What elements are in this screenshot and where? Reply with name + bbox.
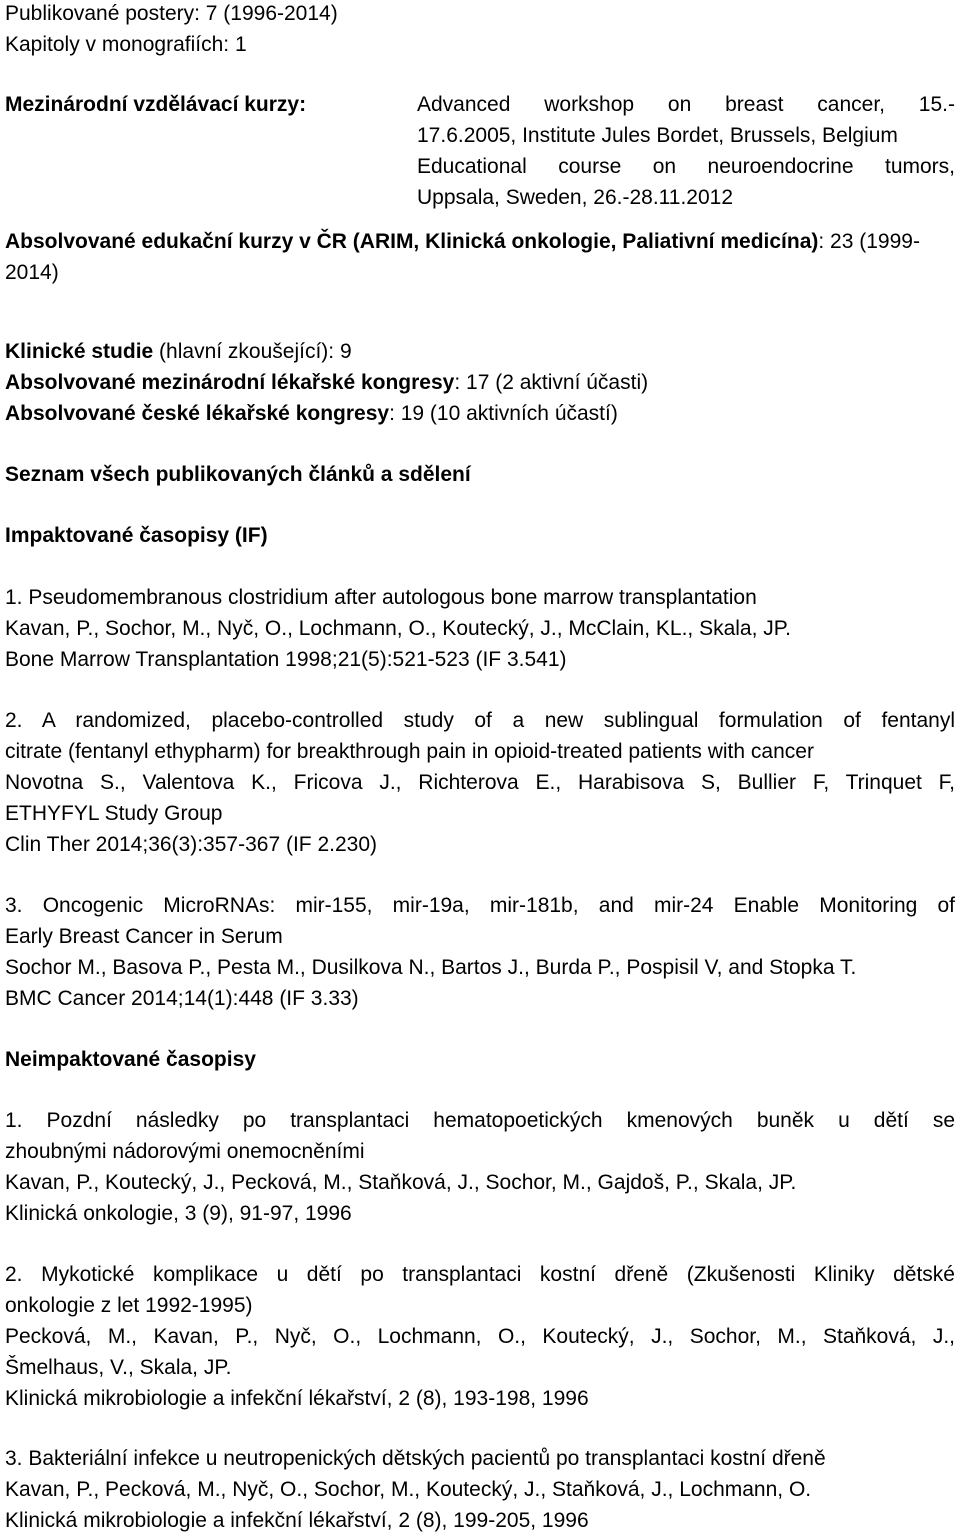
edu-courses-label: Absolvované edukační kurzy v ČR (ARIM, Klinická onkologie, Paliativní medicína): [5, 230, 819, 253]
pub-source: Klinická mikrobiologie a infekční lékařství, 2 (8), 199-205, 1996: [5, 1509, 589, 1532]
edu-courses-value: : 23 (1999-: [818, 230, 920, 253]
publication-entry: [5, 890, 955, 1014]
pub-authors: ETHYFYL Study Group: [5, 802, 223, 825]
publication-entry: [5, 582, 955, 675]
publication-entry: [5, 705, 955, 860]
chapters-count: Kapitoly v monografiích: 1: [5, 33, 247, 56]
publication-entry: [5, 1443, 955, 1536]
summary-stats: [5, 0, 955, 60]
course-line: Advanced workshop on breast cancer, 15.-: [417, 93, 955, 116]
pub-source: BMC Cancer 2014;14(1):448 (IF 3.33): [5, 987, 359, 1010]
edu-courses-value-cont: 2014): [5, 261, 59, 284]
course-line: Educational course on neuroendocrine tumors,: [417, 155, 955, 178]
pub-title: 3. Oncogenic MicroRNAs: mir-155, mir-19a, mir-181b, and mir-24 Enable Monitoring of: [5, 894, 955, 917]
pub-title: 2. Mykotické komplikace u dětí po transplantaci kostní dřeně (Zkušenosti Kliniky dětské: [5, 1263, 955, 1286]
courses-list: [417, 89, 955, 213]
publication-entry: [5, 1259, 955, 1414]
trials-value: (hlavní zkoušející): 9: [153, 340, 352, 363]
cz-congress-label: Absolvované české lékařské kongresy: [5, 402, 390, 425]
pub-authors: Kavan, P., Koutecký, J., Pecková, M., Staňková, J., Sochor, M., Gajdoš, P., Skala, JP.: [5, 1171, 797, 1194]
pub-authors: Kavan, P., Pecková, M., Nyč, O., Sochor, M., Koutecký, J., Staňková, J., Lochmann, O.: [5, 1478, 812, 1501]
pub-title: citrate (fentanyl ethypharm) for breakthrough pain in opioid-treated patients with cancer: [5, 740, 814, 763]
section-heading: Seznam všech publikovaných článků a sdělení: [5, 463, 471, 486]
pub-authors: Novotna S., Valentova K., Fricova J., Richterova E., Harabisova S, Bullier F, Trinquet F,: [5, 771, 955, 794]
pub-title: 1. Pozdní následky po transplantaci hematopoetických kmenových buněk u dětí se: [5, 1109, 955, 1132]
publication-entry: [5, 1105, 955, 1229]
activity-stats: [5, 336, 955, 429]
cz-congress-value: : 19 (10 aktivních účastí): [389, 402, 618, 425]
section-heading: Neimpaktované časopisy: [5, 1048, 256, 1071]
trials-label: Klinické studie: [5, 340, 154, 363]
pub-source: Clin Ther 2014;36(3):357-367 (IF 2.230): [5, 833, 377, 856]
pub-source: Bone Marrow Transplantation 1998;21(5):521-523 (IF 3.541): [5, 648, 567, 671]
intl-congress-label: Absolvované mezinárodní lékařské kongresy: [5, 371, 455, 394]
pub-title: zhoubnými nádorovými onemocněními: [5, 1140, 365, 1163]
section-heading: Impaktované časopisy (IF): [5, 524, 268, 547]
course-line: 17.6.2005, Institute Jules Bordet, Brussels, Belgium: [417, 124, 898, 147]
pub-authors: Kavan, P., Sochor, M., Nyč, O., Lochmann, O., Koutecký, J., McClain, KL., Skala, JP.: [5, 617, 791, 640]
pub-title: 2. A randomized, placebo-controlled study of a new sublingual formulation of fentanyl: [5, 709, 955, 732]
pub-title: 1. Pseudomembranous clostridium after autologous bone marrow transplantation: [5, 586, 757, 609]
pub-title: Early Breast Cancer in Serum: [5, 925, 283, 948]
pub-source: Klinická onkologie, 3 (9), 91-97, 1996: [5, 1202, 352, 1225]
intl-congress-value: : 17 (2 aktivní účasti): [454, 371, 649, 394]
pub-title: 3. Bakteriální infekce u neutropenických dětských pacientů po transplantaci kostní dřeně: [5, 1447, 826, 1470]
courses-label: Mezinárodní vzdělávací kurzy:: [5, 93, 307, 116]
posters-count: Publikované postery: 7 (1996-2014): [5, 2, 338, 25]
edu-courses: [5, 226, 955, 288]
pub-authors: Sochor M., Basova P., Pesta M., Dusilkova N., Bartos J., Burda P., Pospisil V, and Stopka T.: [5, 956, 857, 979]
pub-source: Klinická mikrobiologie a infekční lékařství, 2 (8), 193-198, 1996: [5, 1387, 589, 1410]
course-line: Uppsala, Sweden, 26.-28.11.2012: [417, 186, 734, 209]
pub-title: onkologie z let 1992-1995): [5, 1294, 253, 1317]
pub-authors: Pecková, M., Kavan, P., Nyč, O., Lochmann, O., Koutecký, J., Sochor, M., Staňková, J.,: [5, 1325, 955, 1348]
pub-authors: Šmelhaus, V., Skala, JP.: [5, 1356, 232, 1379]
